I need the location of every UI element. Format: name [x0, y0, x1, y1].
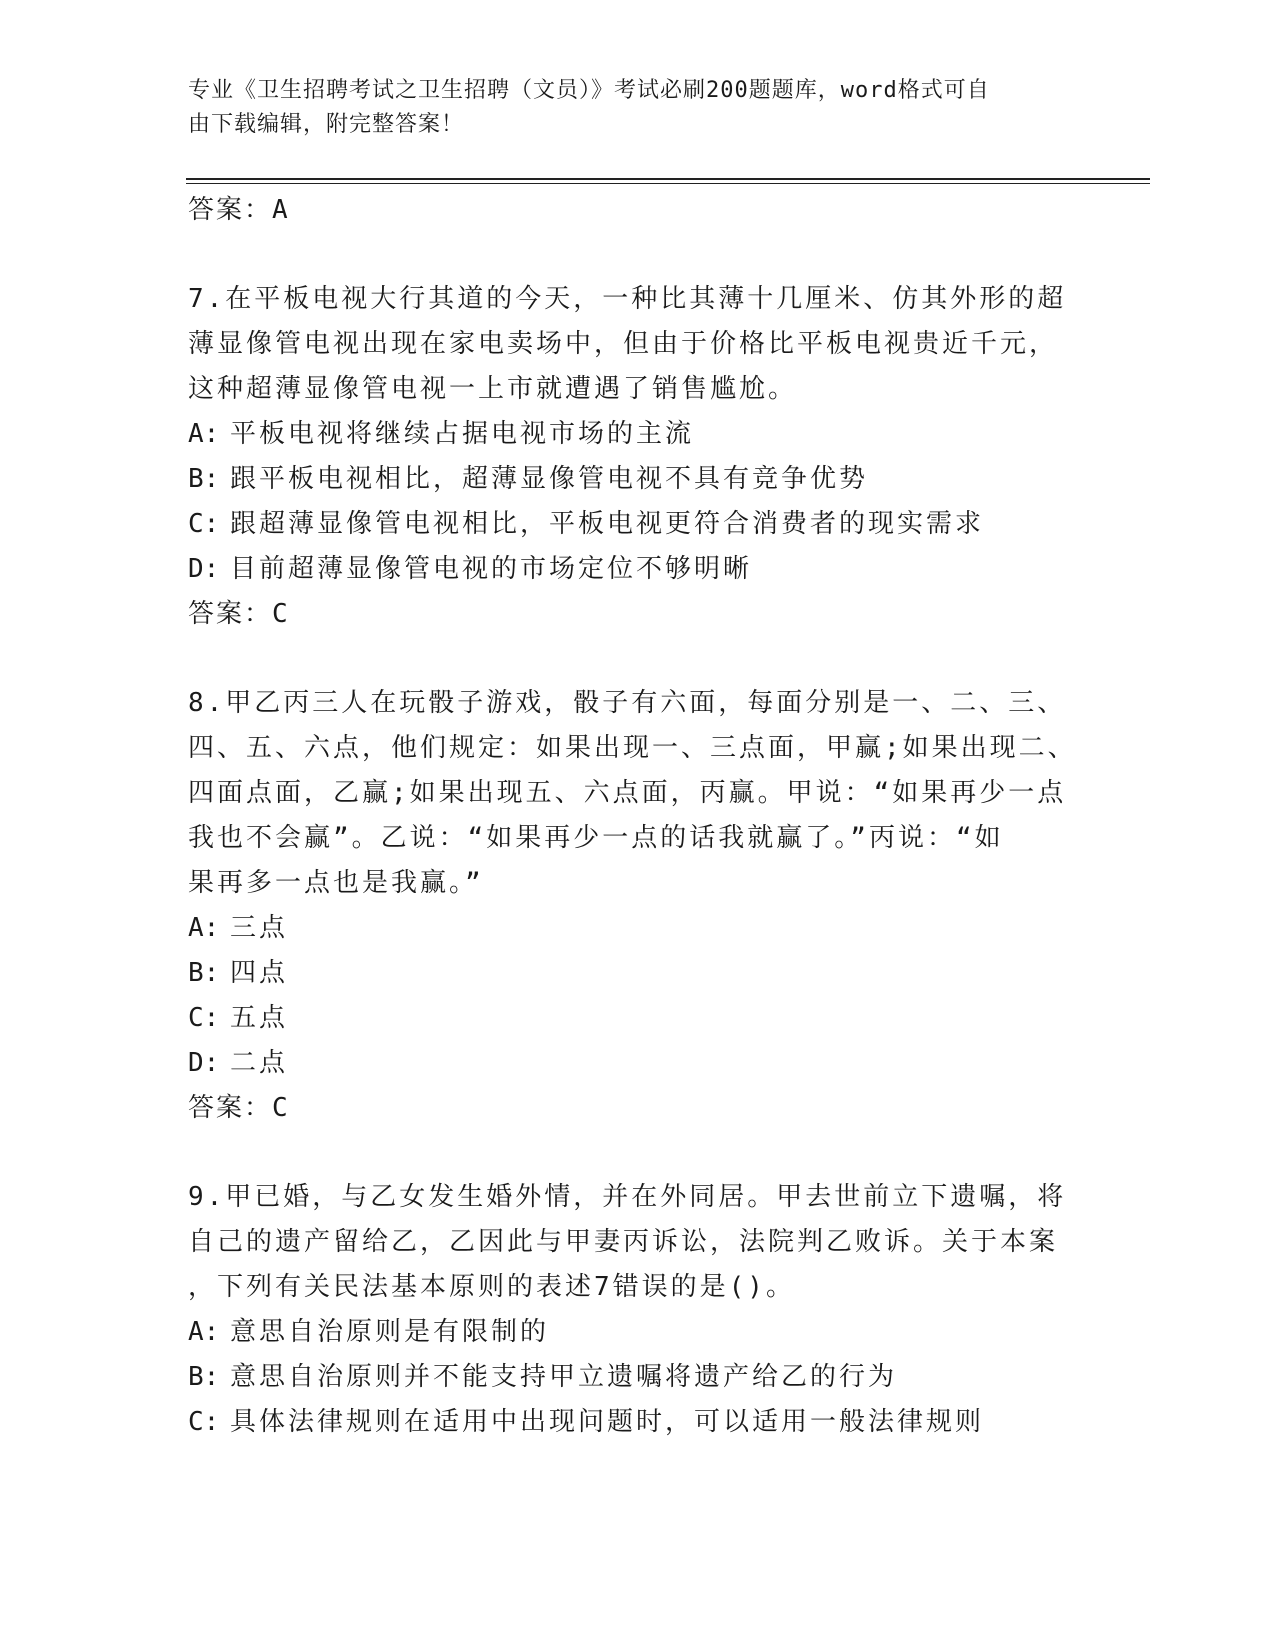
option-c: C: 跟超薄显像管电视相比，平板电视更符合消费者的现实需求	[188, 509, 985, 539]
option-d: D: 目前超薄显像管电视的市场定位不够明晰	[188, 554, 753, 584]
question-text-line: 这种超薄显像管电视一上市就遭遇了销售尴尬。	[188, 374, 798, 404]
answer-line: 答案：C	[188, 599, 290, 629]
question-9	[188, 1175, 1088, 1445]
question-text-line: 自己的遗产留给乙，乙因此与甲妻丙诉讼，法院判乙败诉。关于本案	[188, 1227, 1059, 1257]
header-divider	[186, 178, 1150, 180]
question-8	[188, 681, 1088, 1131]
question-text-line: 薄显像管电视出现在家电卖场中，但由于价格比平板电视贵近千元，	[188, 329, 1059, 359]
question-text-line: 四、五、六点，他们规定：如果出现一、三点面，甲赢;如果出现二、	[188, 733, 1077, 763]
option-b: B: 四点	[188, 958, 289, 988]
question-7	[188, 277, 1088, 637]
question-text-line: 9.甲已婚，与乙女发生婚外情，并在外同居。甲去世前立下遗嘱，将	[188, 1182, 1067, 1212]
question-text-line: 果再多一点也是我赢。”	[188, 868, 484, 898]
option-a: A: 意思自治原则是有限制的	[188, 1317, 550, 1347]
question-text-line: 我也不会赢”。乙说：“如果再少一点的话我就赢了。”丙说：“如	[188, 823, 1004, 853]
option-a: A: 平板电视将继续占据电视市场的主流	[188, 419, 695, 449]
question-list	[188, 188, 1088, 1445]
answer-line: 答案：A	[188, 195, 290, 225]
option-b: B: 意思自治原则并不能支持甲立遗嘱将遗产给乙的行为	[188, 1362, 898, 1392]
header-line-2: 由下载编辑，附完整答案！	[188, 112, 465, 137]
header-line-1: 专业《卫生招聘考试之卫生招聘（文员）》考试必刷200题题库，word格式可自	[188, 78, 990, 103]
answer-line: 答案：C	[188, 1093, 290, 1123]
option-c: C: 五点	[188, 1003, 289, 1033]
option-d: D: 二点	[188, 1048, 289, 1078]
header-divider-thin	[186, 183, 1150, 184]
option-c: C: 具体法律规则在适用中出现问题时，可以适用一般法律规则	[188, 1407, 985, 1437]
option-b: B: 跟平板电视相比，超薄显像管电视不具有竞争优势	[188, 464, 869, 494]
option-a: A: 三点	[188, 913, 289, 943]
question-text-line: 8.甲乙丙三人在玩骰子游戏，骰子有六面，每面分别是一、二、三、	[188, 688, 1067, 718]
document-header	[188, 74, 1088, 142]
question-text-line: 7.在平板电视大行其道的今天，一种比其薄十几厘米、仿其外形的超	[188, 284, 1067, 314]
question-text-line: ，下列有关民法基本原则的表述7错误的是()。	[188, 1272, 795, 1302]
question-text-line: 四面点面，乙赢;如果出现五、六点面，丙赢。甲说：“如果再少一点	[188, 778, 1067, 808]
